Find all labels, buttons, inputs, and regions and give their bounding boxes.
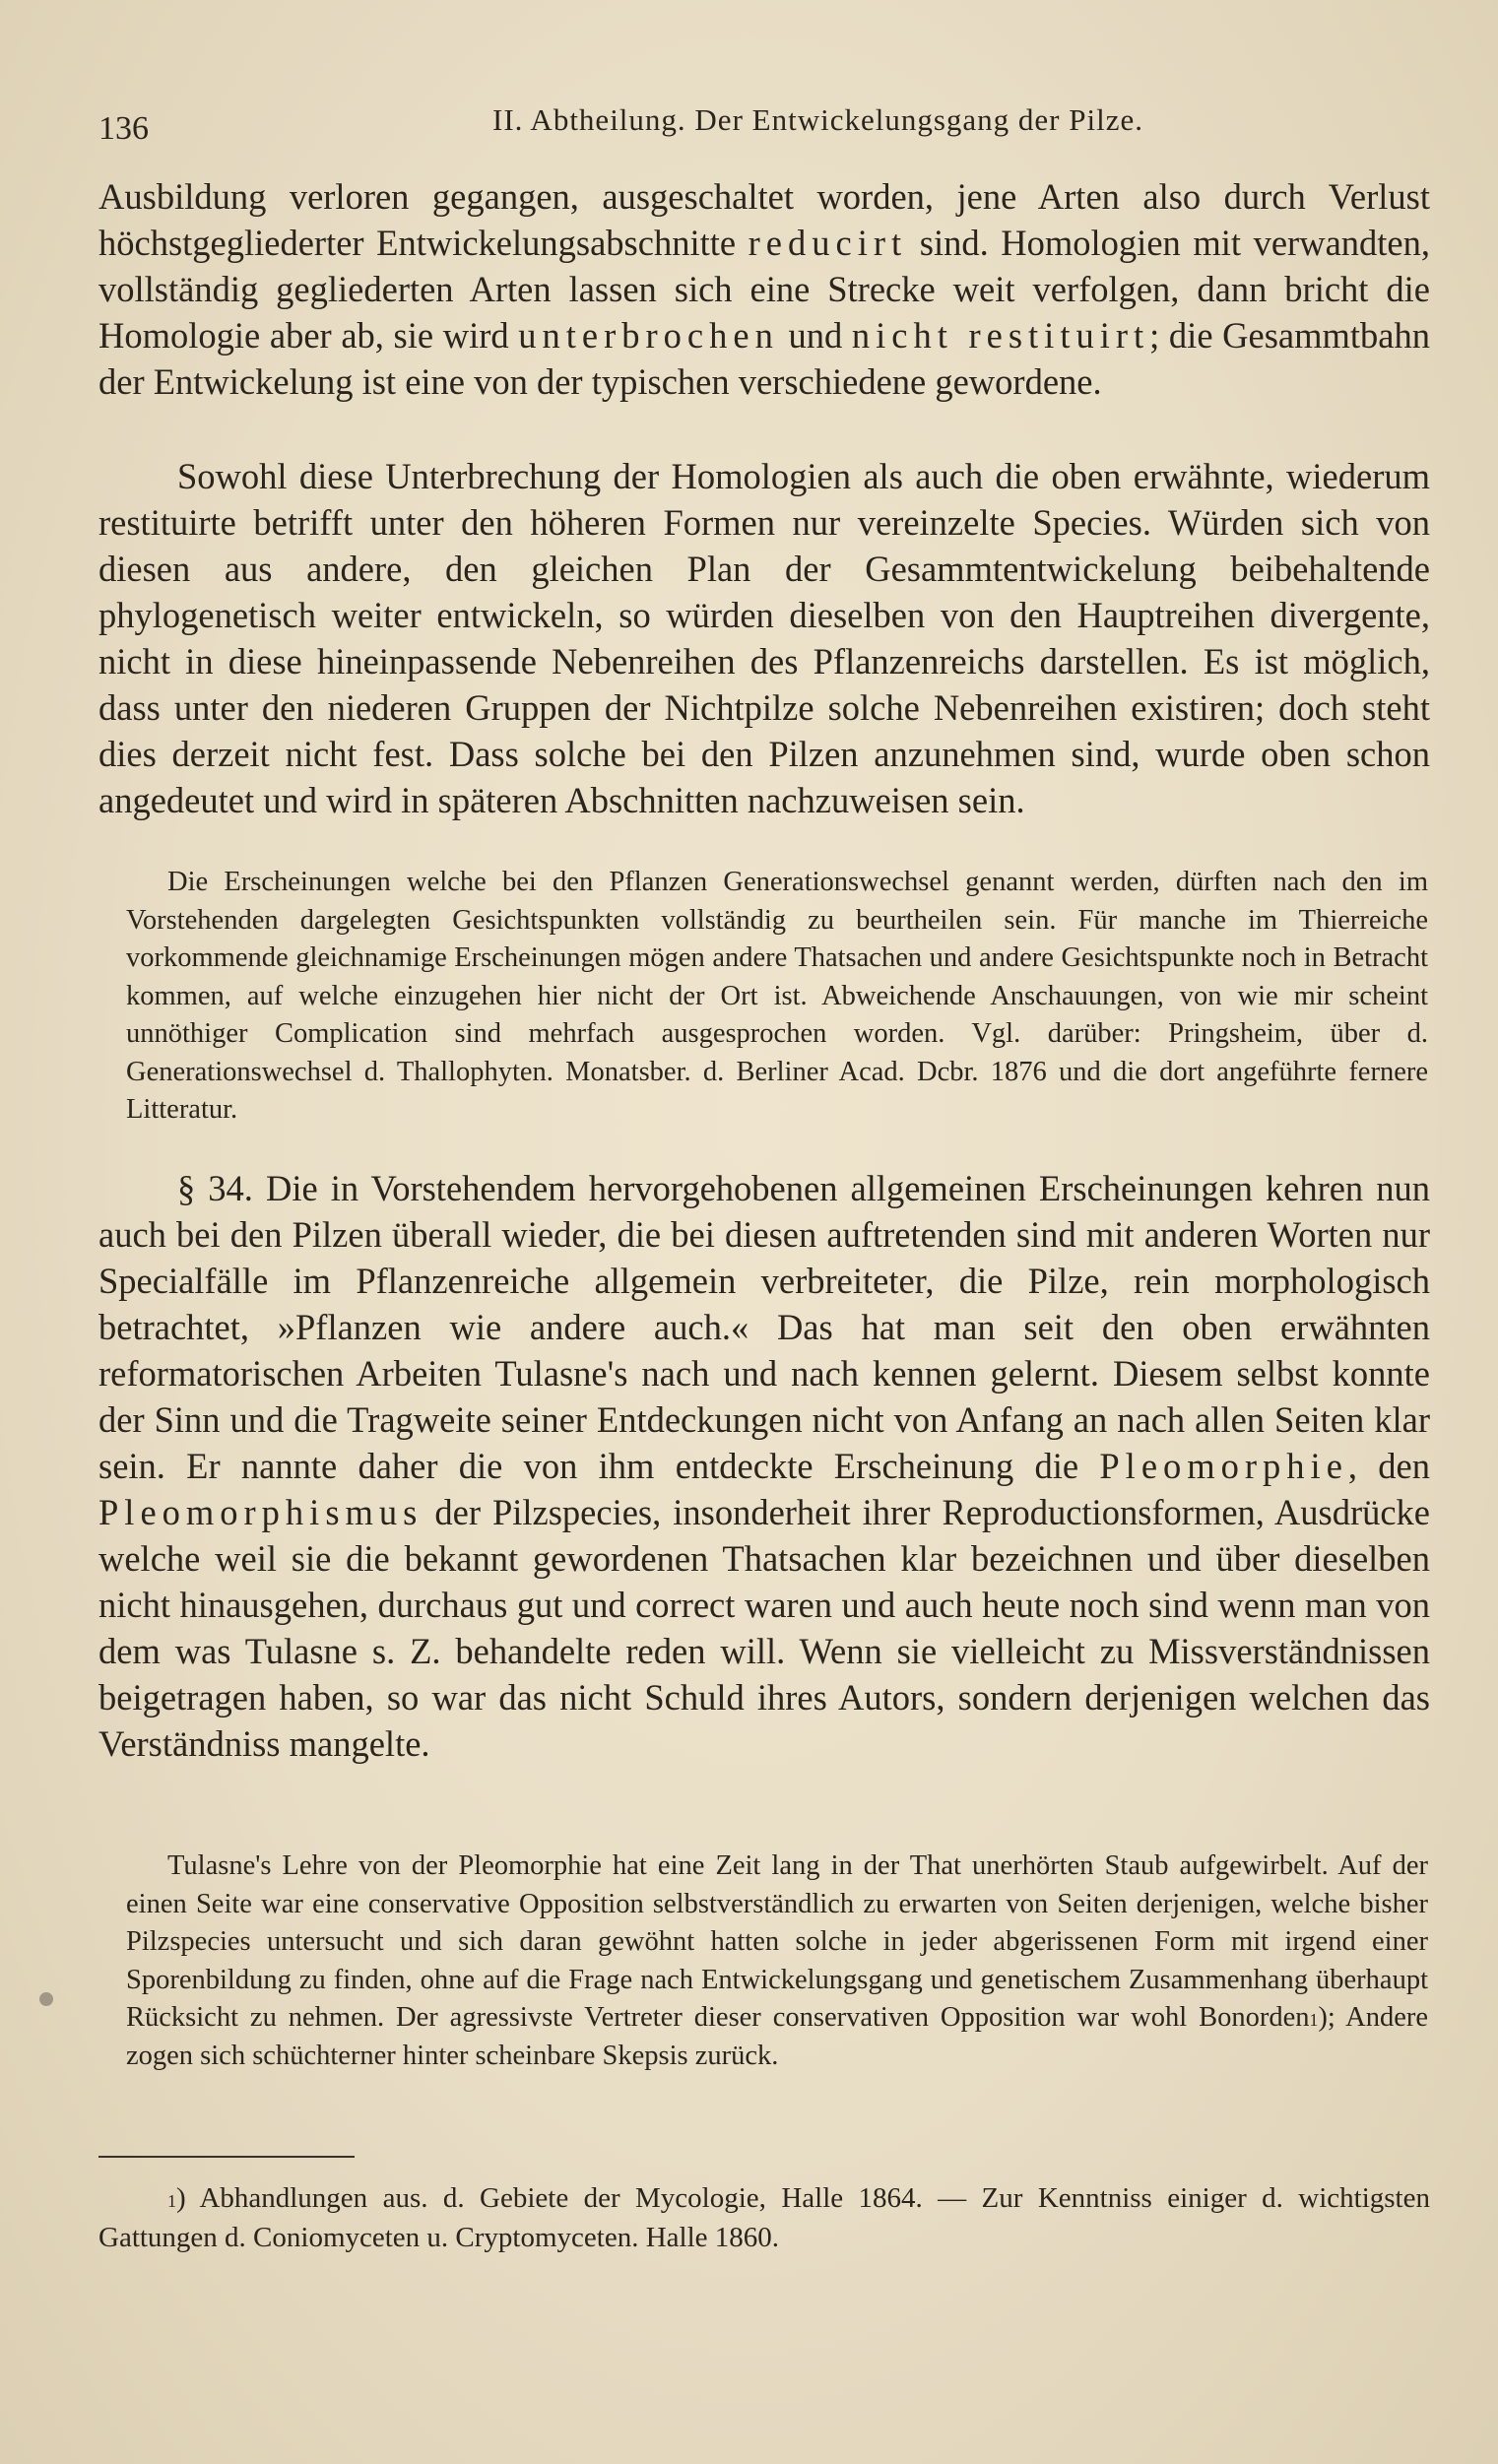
footnote: $^1$) Abhandlungen aus. d. Gebiete der Mycologie, Halle 1864. — Zur Kenntniss einiger d. wichtigsten Gattungen d. Coniomyceten u. Cryptomyceten. Halle 1860.	[98, 2182, 1430, 2253]
paragraph-2: Sowohl diese Unterbrechung der Homologien als auch die oben erwähnte, wiederum restituirte betrifft unter den höheren Formen nur vereinzelte Species. Würden sich von diesen aus andere, den gleichen Plan der Gesammtentwickelung beibehaltende phylogenetisch weiter entwickeln, so würden dieselben von den Hauptreihen divergente, nicht in diese hineinpassende Nebenreihen des Pflanzenreichs darstellen. Es ist möglich, dass unter den niederen Gruppen der Nichtpilze solche Nebenreihen existiren; doch steht dies derzeit nicht fest. Dass solche bei den Pilzen anzunehmen sind, wurde oben schon angedeutet und wird in späteren Abschnitten nachzuweisen sein.	[98, 456, 1430, 820]
emphasis-reducirt: reducirt	[748, 223, 908, 263]
paragraph-1: Ausbildung verloren gegangen, ausgeschaltet worden, jene Arten also durch Verlust höchstgegliederter Entwickelungsabschnitte reducirt sind. Homologien mit verwandten, vollständig gegliederten Arten lassen sich eine Strecke weit verfolgen, dann bricht die Homologie aber ab, sie wird unterbrochen und nicht restituirt; die Gesammtbahn der Entwickelung ist eine von der typischen verschiedene gewordene.	[98, 176, 1431, 402]
emphasis-unterbrochen: unterbrochen	[518, 315, 779, 356]
small-print-note-2: Tulasne's Lehre von der Pleomorphie hat eine Zeit lang in der That unerhörten Staub aufgewirbelt. Auf der einen Seite war eine conservative Opposition selbstverständlich zu erwarten von Seiten derjenigen, welche bisher Pilzspecies untersucht und sich daran gewöhnt hatten solche in jeder abgerissenen Form mit irgend einer Sporenbildung zu finden, ohne auf die Frage nach Entwickelungsgang und genetischem Zusammenhang überhaupt Rücksicht zu nehmen. Der agressivste Vertreter dieser conservativen Opposition war wohl Bonorden$^1$); Andere zogen sich schüchterner hinter scheinbare Skepsis zurück.	[126, 1850, 1428, 2071]
footnote-mark: 1	[167, 2191, 176, 2211]
small-print-note-1: Die Erscheinungen welche bei den Pflanzen Generationswechsel genannt werden, dürften nach den im Vorstehenden dargelegten Gesichtspunkten vollständig zu beurtheilen sein. Für manche im Thierreiche vorkommende gleichnamige Erscheinungen mögen andere Thatsachen und andere Gesichtspunkte noch in Betracht kommen, auf welche einzugehen hier nicht der Ort ist. Abweichende Anschauungen, von wie mir scheint unnöthiger Complication sind mehrfach ausgesprochen worden. Vgl. darüber: Pringsheim, über d. Generationswechsel d. Thallophyten. Monatsber. d. Berliner Acad. Dcbr. 1876 und die dort angeführte fernere Litteratur.	[126, 867, 1428, 1125]
paper-speck	[39, 1992, 53, 2006]
footnote-reference: 1	[1309, 2010, 1319, 2030]
running-head: II. Abtheilung. Der Entwickelungsgang der Pilze.	[492, 102, 1143, 137]
emphasis-pleomorphie: Pleomorphie	[1099, 1446, 1348, 1486]
footnote-divider	[98, 2156, 355, 2158]
page-header	[98, 102, 1418, 146]
paragraph-section-34: § 34. Die in Vorstehendem hervorgehobenen allgemeinen Erscheinungen kehren nun auch bei den Pilzen überall wieder, die bei diesen auftretenden sind mit anderen Worten nur Specialfälle im Pflanzenreiche allgemein verbreiteter, die Pilze, rein morphologisch betrachtet, »Pflanzen wie andere auch.« Das hat man seit den oben erwähnten reformatorischen Arbeiten Tulasne's nach und nach kennen gelernt. Diesem selbst konnte der Sinn und die Tragweite seiner Entdeckungen nicht von Anfang an nach allen Seiten klar sein. Er nannte daher die von ihm entdeckte Erscheinung die Pleomorphie, den Pleomorphismus der Pilzspecies, insonderheit ihrer Reproductionsformen, Ausdrücke welche weil sie die bekannt gewordenen Thatsachen klar bezeichnen und über dieselben nicht hinausgehen, durchaus gut und correct waren und auch heute noch sind wenn man von dem was Tulasne s. Z. behandelte reden will. Wenn sie vielleicht zu Missverständnissen beigetragen haben, so war das nicht Schuld ihres Autors, sondern derjenigen welchen das Verständniss mangelte.	[98, 1168, 1430, 1764]
page-number: 136	[98, 110, 149, 147]
emphasis-pleomorphismus: Pleomorphismus	[98, 1492, 423, 1532]
emphasis-nicht-restituirt: nicht restituirt	[851, 315, 1150, 356]
